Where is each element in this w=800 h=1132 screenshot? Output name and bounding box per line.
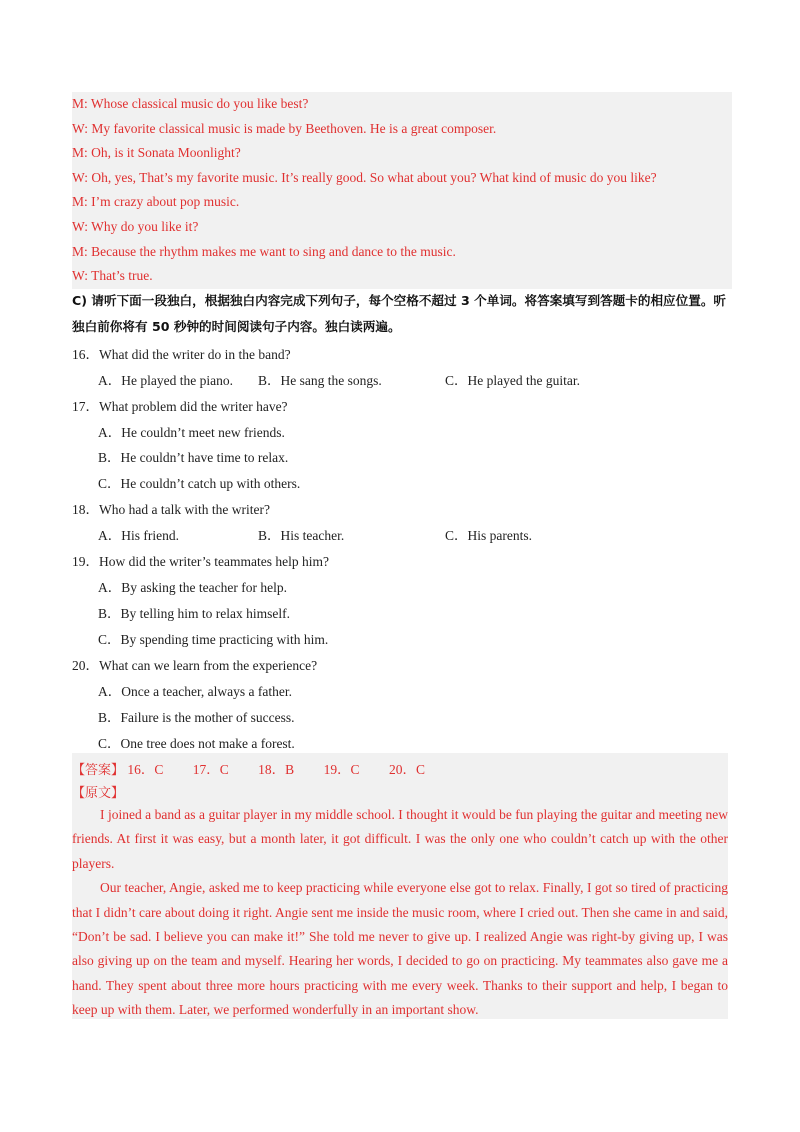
question-17-stem: 17．What problem did the writer have? <box>72 399 288 414</box>
question-17-option-c: C．He couldn’t catch up with others. <box>98 476 301 491</box>
original-text-label <box>72 782 124 801</box>
dialogue-line: W: Why do you like it? <box>72 218 199 234</box>
dialogue-line: W: That’s true. <box>72 268 153 284</box>
dialogue-line: M: Oh, is it Sonata Moonlight? <box>72 145 241 161</box>
question-17-option-b: B．He couldn’t have time to relax. <box>98 450 289 465</box>
question-16-stem: 16．What did the writer do in the band? <box>72 347 291 362</box>
question-18-option-b: B．His teacher. <box>258 528 345 543</box>
answer-item: 20．C <box>388 762 425 777</box>
question-18-option-a: A．His friend. <box>98 528 179 543</box>
answer-key <box>72 758 425 778</box>
question-19-option-b: B．By telling him to relax himself. <box>98 606 290 621</box>
question-19-option-c: C．By spending time practicing with him. <box>98 632 329 647</box>
question-20-option-b: B．Failure is the mother of success. <box>98 710 295 725</box>
question-16-option-a: A．He played the piano. <box>98 373 233 388</box>
section-instruction: C) 请听下面一段独白，根据独白内容完成下列句子，每个空格不超过 3 个单词。将答案填写到答题卡的相应位置。听独白前你将有 50 秒钟的时间阅读句子内容。独白读两遍。 <box>72 293 727 334</box>
transcript-paragraph: I joined a band as a guitar player in my middle school. I thought it would be fun playing the guitar and meeting new friends. At first it was easy, but a month later, it got difficult. I was the only one who couldn’t catch up with the other players. <box>72 807 728 871</box>
answer-item: 17．C <box>192 762 229 777</box>
dialogue-line: M: I’m crazy about pop music. <box>72 194 240 210</box>
dialogue-line: M: Because the rhythm makes me want to sing and dance to the music. <box>72 243 456 259</box>
dialogue-transcript <box>72 92 732 289</box>
question-20-stem: 20．What can we learn from the experience? <box>72 658 318 673</box>
answer-label: 【答案】 <box>72 763 125 778</box>
question-17-option-a: A．He couldn’t meet new friends. <box>98 425 285 440</box>
question-20-option-a: A．Once a teacher, always a father. <box>98 684 292 699</box>
original-transcript <box>72 803 728 1023</box>
dialogue-line: M: Whose classical music do you like best? <box>72 96 309 111</box>
question-16-option-c: C．He played the guitar. <box>445 373 580 388</box>
question-18-stem: 18．Who had a talk with the writer? <box>72 502 270 517</box>
transcript-paragraph: Our teacher, Angie, asked me to keep practicing while everyone else got to relax. Finally, I got so tired of practicing that I didn’t care about doing it right. Angie sent me inside the music room, where I cried out. Then she came in and said, “Don’t be sad. I believe you can make it!” She told me never to give up. I realized Angie was right-by giving up, I was also giving up on the team and myself. Hearing her words, I decided to go on practicing. My teammates also gave me a hand. They spent about three more hours practicing with me every week. Thanks to their support and help, I began to keep up with them. Later, we performed wonderfully in an important show. <box>72 880 728 1018</box>
dialogue-line: W: My favorite classical music is made by Beethoven. He is a great composer. <box>72 120 497 136</box>
original-label-text: 【原文】 <box>72 786 125 801</box>
question-20-option-c: C．One tree does not make a forest. <box>98 736 295 751</box>
question-18-option-c: C．His parents. <box>445 528 532 543</box>
answer-item: 19．C <box>323 762 360 777</box>
answer-item: 16．C <box>127 762 164 777</box>
question-19-option-a: A．By asking the teacher for help. <box>98 580 287 595</box>
dialogue-line: W: Oh, yes, That’s my favorite music. It’s really good. So what about you? What kind of music do you like? <box>72 169 657 185</box>
question-19-stem: 19．How did the writer’s teammates help him? <box>72 554 329 569</box>
answer-item: 18．B <box>258 762 295 777</box>
question-16-option-b: B．He sang the songs. <box>258 373 382 388</box>
